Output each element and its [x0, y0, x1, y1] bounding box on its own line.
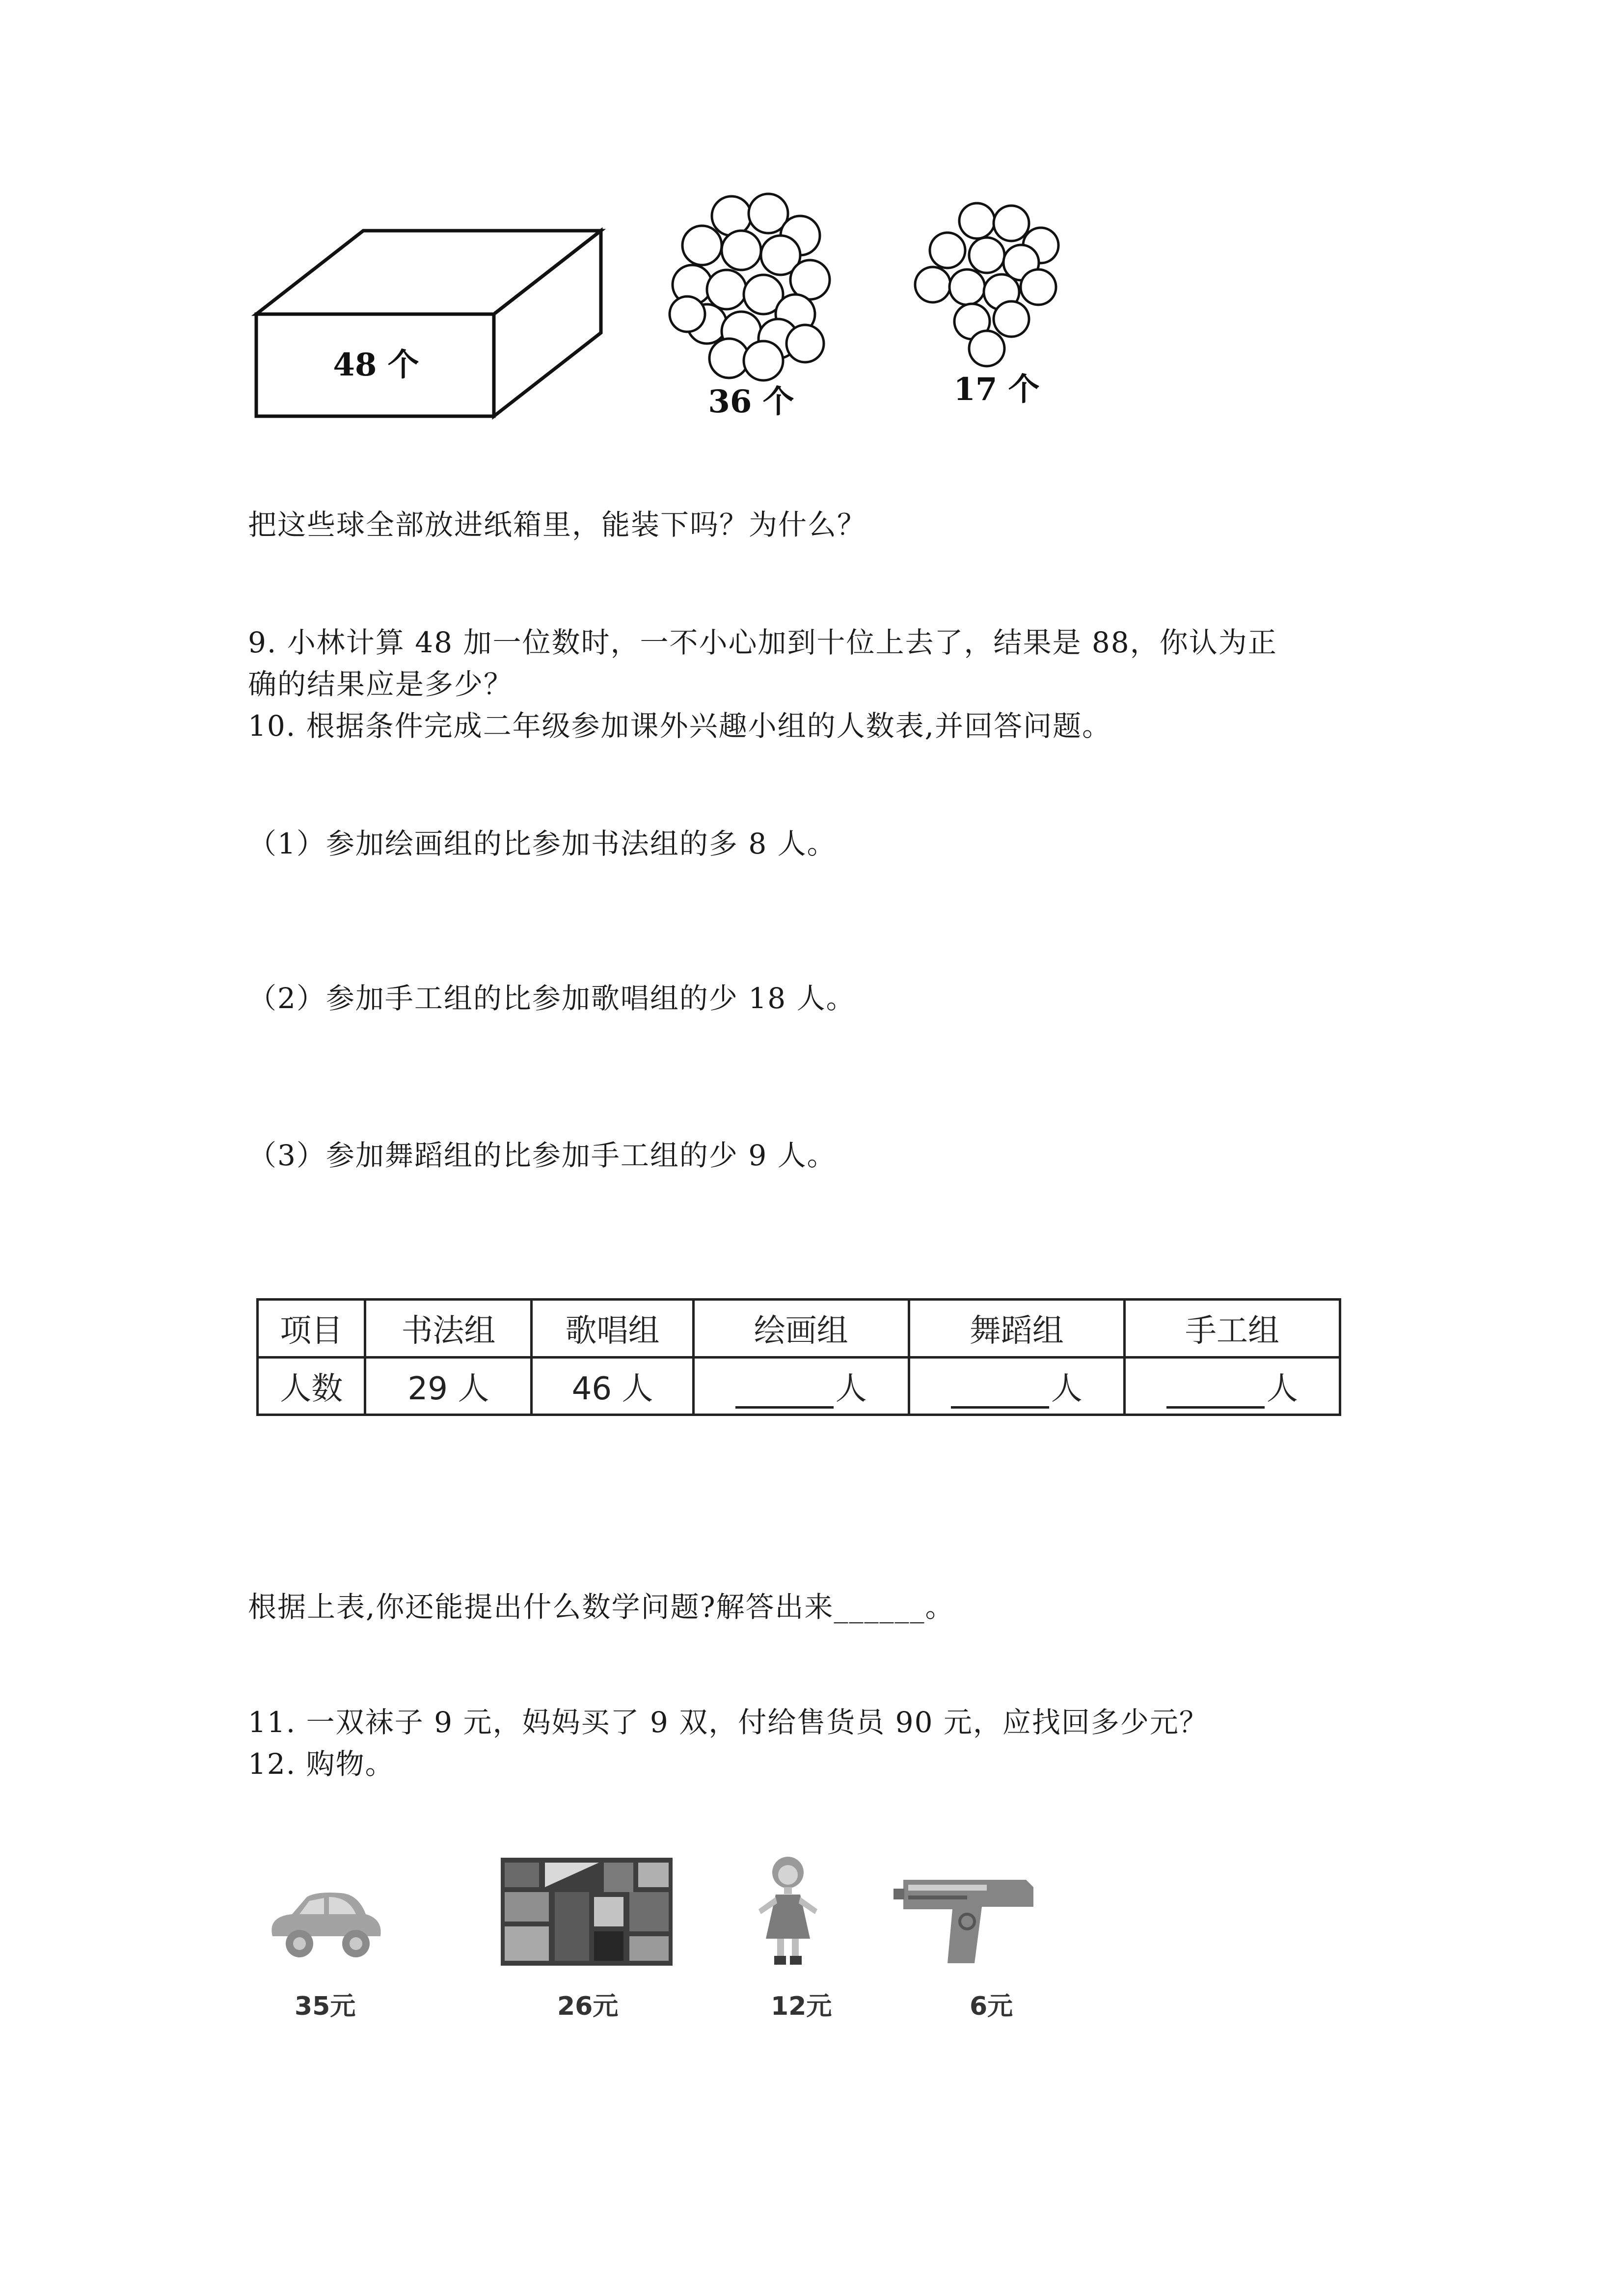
toy-car-icon [258, 1887, 385, 1966]
header-dance: 舞蹈组 [909, 1300, 1124, 1358]
count-calligraphy: 29 人 [365, 1357, 532, 1415]
ball-circle [915, 267, 950, 302]
ball-circle [707, 270, 746, 309]
bunch-36-label: 36 个 [708, 383, 794, 420]
price-toy-car: 35元 [295, 1992, 356, 2021]
q10-condition-2: （2）参加手工组的比参加歌唱组的少 18 人。 [248, 982, 856, 1015]
ball-circle [722, 231, 761, 270]
price-toy-gun: 6元 [970, 1992, 1013, 2021]
answer-blank[interactable] [951, 1382, 1049, 1409]
q10-title: 10. 根据条件完成二年级参加课外兴趣小组的人数表,并回答问题。 [248, 709, 1112, 743]
q8-question: 把这些球全部放进纸箱里，能装下吗？为什么？ [248, 508, 867, 541]
header-handcraft: 手工组 [1124, 1300, 1340, 1358]
q10-condition-3: （3）参加舞蹈组的比参加手工组的少 9 人。 [248, 1139, 837, 1172]
ball-circle [994, 301, 1029, 337]
interest-group-table [256, 1298, 1341, 1416]
header-item: 项目 [258, 1300, 365, 1358]
toy-gun-icon [893, 1870, 1041, 1968]
ball-circle [959, 203, 995, 239]
box-label: 48 个 [333, 347, 419, 383]
ball-bunch-36 [658, 191, 864, 427]
count-singing: 46 人 [532, 1357, 693, 1415]
box-figure [245, 221, 619, 427]
doll-icon [749, 1850, 827, 1968]
count-handcraft-blank[interactable]: 人 [1124, 1357, 1340, 1415]
bunch-17-label: 17 个 [953, 371, 1040, 408]
ball-circle [969, 238, 1004, 273]
ball-circle [1021, 269, 1056, 305]
q9-question-line1: 9. 小林计算 48 加一位数时，一不小心加到十位上去了，结果是 88，你认为正 [248, 626, 1277, 659]
row-label-count: 人数 [258, 1357, 365, 1415]
header-singing: 歌唱组 [532, 1300, 693, 1358]
ball-bunch-17 [913, 201, 1090, 417]
table-header-row [258, 1300, 1340, 1358]
ball-circle [994, 206, 1029, 241]
price-building-blocks: 26元 [557, 1992, 619, 2021]
ball-circle [744, 341, 783, 380]
q12-title: 12. 购物。 [248, 1747, 395, 1781]
ball-circle [712, 196, 751, 236]
ball-circle [969, 331, 1004, 366]
count-dance-blank[interactable]: 人 [909, 1357, 1124, 1415]
price-doll: 12元 [771, 1992, 832, 2021]
q10-condition-1: （1）参加绘画组的比参加书法组的多 8 人。 [248, 827, 837, 860]
q11-question: 11. 一双袜子 9 元，妈妈买了 9 双，付给售货员 90 元，应找回多少元？ [248, 1706, 1209, 1739]
q9-question-line2: 确的结果应是多少？ [248, 667, 514, 701]
building-blocks-icon [501, 1858, 673, 1966]
count-painting-blank[interactable]: 人 [693, 1357, 909, 1415]
ball-circle [682, 226, 722, 265]
q10-followup: 根据上表,你还能提出什么数学问题?解答出来______。 [248, 1590, 955, 1624]
answer-blank[interactable] [735, 1382, 834, 1409]
header-painting: 绘画组 [693, 1300, 909, 1358]
table-count-row [258, 1357, 1340, 1415]
ball-circle [949, 269, 985, 305]
ball-circle [930, 233, 965, 268]
header-calligraphy: 书法组 [365, 1300, 532, 1358]
answer-blank[interactable] [1166, 1382, 1265, 1409]
ball-circle [786, 325, 824, 362]
ball-circle [670, 296, 705, 332]
